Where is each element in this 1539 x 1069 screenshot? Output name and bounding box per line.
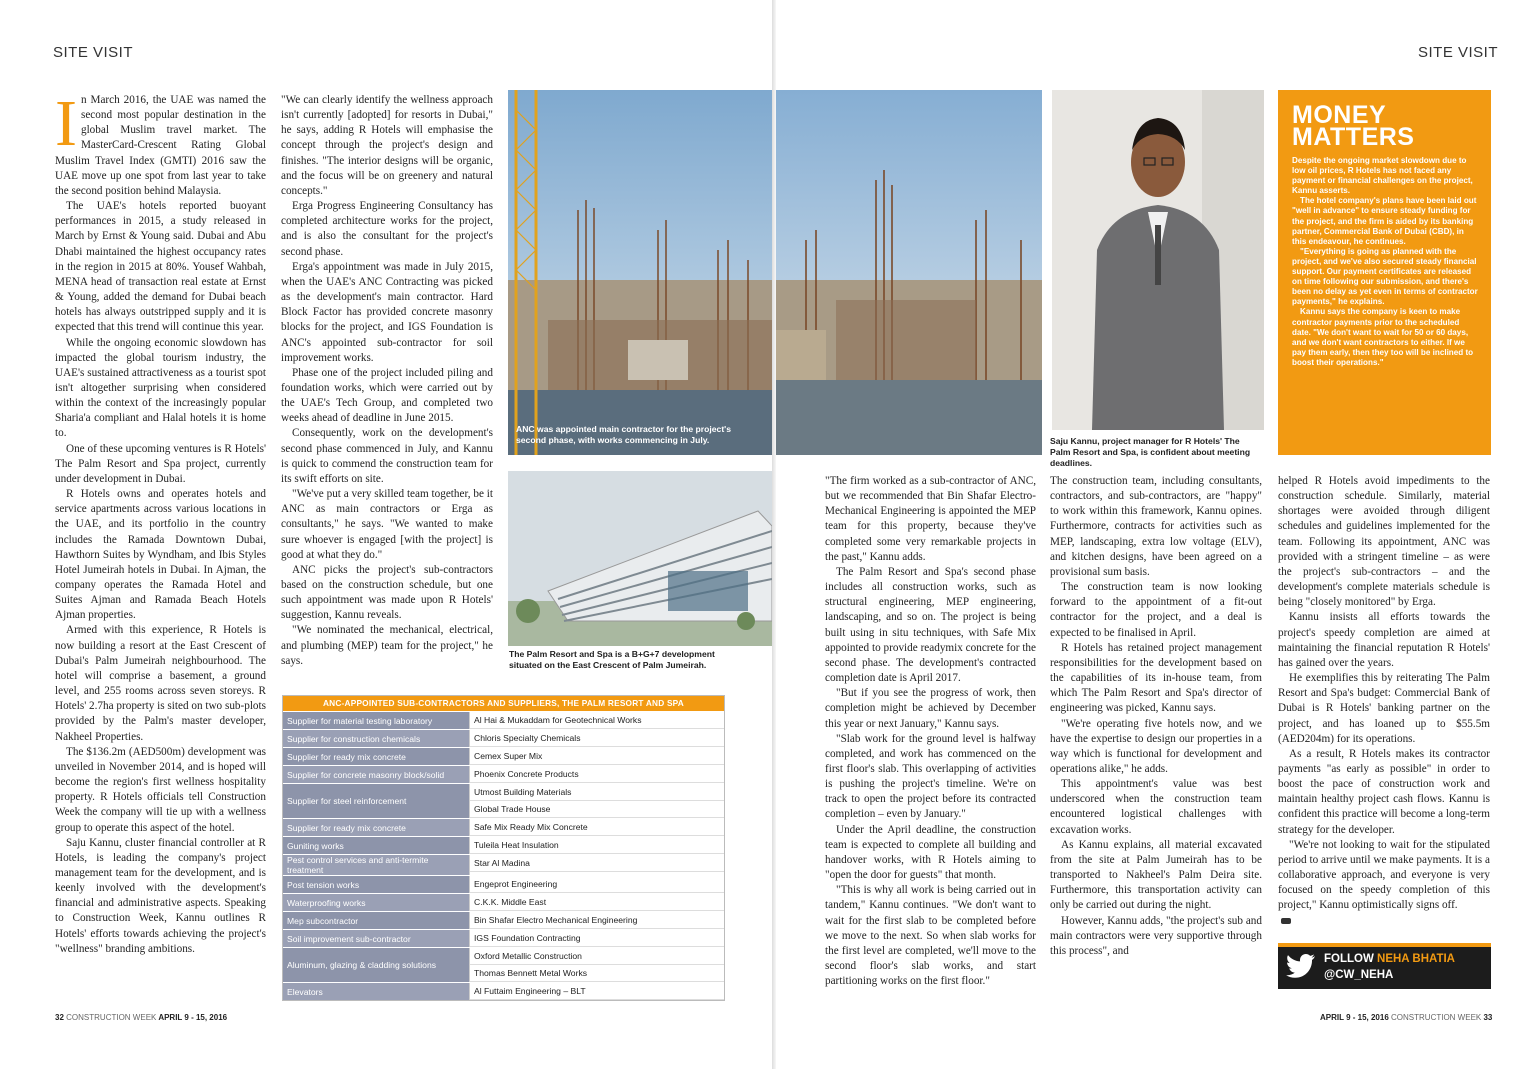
end-of-article-mark [1281, 918, 1291, 924]
table-row [283, 765, 724, 783]
subcontractors-table [282, 695, 725, 1001]
company-name: Phoenix Concrete Products [470, 766, 724, 783]
construction-site-image [508, 90, 772, 455]
paragraph: Kannu insists all efforts towards the project's speedy completion are aimed at maintaining the financial reputation R Hotels' has gained over the years. [1278, 611, 1490, 669]
paragraph: The hotel company's plans have been laid out "well in advance" to ensure steady funding for the project, and the firm is aided by its banking partner, Commercial Bank of Dubai (CBD), in this endeavour, he continues. [1292, 196, 1477, 246]
paragraph: "We nominated the mechanical, electrical, and plumbing (MEP) team for the project," he says. [281, 624, 493, 667]
company-name: Oxford Metallic Construction [470, 948, 724, 965]
table-cell-companies [469, 784, 724, 818]
issue-date: APRIL 9 - 15, 2016 [158, 1013, 228, 1022]
table-cell-role: Waterproofing works [283, 894, 469, 911]
paragraph: Saju Kannu, cluster financial controller at R Hotels, is leading the company's project management team for the development, and is keenly involved with the development's financial and administrative aspects. Speaking to Construction Week, Kannu outlines R Hotels' efforts towards achieving the project's "wellness" branding ambitions. [55, 836, 266, 955]
table-cell-companies [469, 730, 724, 747]
left-folio [55, 1013, 227, 1022]
table-cell-role: Guniting works [283, 837, 469, 854]
right-page [776, 0, 1539, 1069]
render-caption: The Palm Resort and Spa is a B+G+7 development situated on the East Crescent of Palm Jumeirah. [509, 649, 715, 670]
company-name: Al Hai & Mukaddam for Geotechnical Works [470, 712, 724, 729]
paragraph: Under the April deadline, the construction team is expected to complete all building and handover works, with R Hotels aiming to "open the door for guests" that month. [825, 823, 1036, 882]
column-5-text [1278, 474, 1490, 914]
table-row [283, 711, 724, 729]
article-column-1 [55, 87, 266, 957]
table-row [283, 818, 724, 836]
paragraph: Kannu says the company is keen to make contractor payments prior to the scheduled date. "We don't want to wait for 50 or 60 days, and we don't want contractors to either. If we pay them early, then they too will be inclined to boost their operations." [1292, 307, 1474, 367]
twitter-bird-icon [1286, 953, 1316, 979]
resort-render-graphic [508, 471, 772, 646]
resort-render-image [508, 471, 772, 646]
table-row [283, 747, 724, 765]
table-cell-companies [469, 983, 724, 1000]
paragraph: "This is why all work is being carried out in tandem," Kannu continues. "We don't want to wait for the first slab to be completed before we move to the next. So when slab works for the first level are completed, we'll move to the second floor's slab works, and start partitioning works on the first floor." [825, 884, 1036, 988]
paragraph: "Everything is going as planned with the project, and we've also secured steady financial support. Our payment certificates are released on time following our submission, and there's been no delay as yet even in terms of contractor payments," he explains. [1292, 246, 1478, 307]
twitter-handle[interactable]: @CW_NEHA [1324, 969, 1394, 981]
column-2-text [281, 93, 493, 669]
paragraph: The UAE's hotels reported buoyant performances in 2015, a study released in March by Ernst & Young said. Dubai and Abu Dhabi maintained the highest occupancy rates in the region in 2015 at 80%. Yousef Wahbah, MENA head of transaction real estate at Ernst & Young, added the demand for Dubai beach hotels has always outstripped supply and it is expected that this trend will continue this year. [55, 200, 266, 334]
paragraph: "The firm worked as a sub-contractor of ANC, but we recommended that Bin Shafar Electro-Mechanical Engineering is appointed the MEP team for this property, because they've completed some very remarkable projects in the past," Kannu adds. [825, 475, 1036, 563]
company-name: Utmost Building Materials [470, 784, 724, 801]
company-name: Engeprot Engineering [470, 876, 724, 893]
table-cell-role: Supplier for ready mix concrete [283, 748, 469, 765]
portrait-image [1052, 90, 1264, 430]
table-cell-companies [469, 712, 724, 729]
table-row [283, 875, 724, 893]
paragraph: "But if you see the progress of work, then completion might be achieved by December this year or next January," Kannu says. [825, 687, 1036, 730]
table-cell-companies [469, 894, 724, 911]
paragraph: The Palm Resort and Spa's second phase includes all construction works, such as structural engineering, MEP engineering, landscaping, and so on. The project is being built using in situ techniques, with Safe Mix appointed to provide readymix concrete for the second phase. The development's contracted completion date is April 2017. [825, 565, 1036, 685]
publication-name: CONSTRUCTION WEEK [66, 1013, 157, 1022]
portrait-caption: Saju Kannu, project manager for R Hotels' The Palm Resort and Spa, is confident about meeting deadlines. [1050, 436, 1251, 468]
table-row [283, 729, 724, 747]
issue-date: APRIL 9 - 15, 2016 [1320, 1013, 1389, 1022]
paragraph: "We're not looking to wait for the stipulated period to arrive until we make payments. It is a collaborative approach, and everyone is very focused on the speedy completion of this project," Kannu optimistically signs off. [1278, 838, 1490, 912]
table-cell-role: Pest control services and anti-termite treatment [283, 855, 469, 875]
follow-author-box[interactable] [1278, 943, 1491, 989]
section-label-right: SITE VISIT [1418, 44, 1499, 61]
paragraph: Erga's appointment was made in July 2015, when the UAE's ANC Contracting was picked as the development's main contractor. Hard Block Factor has provided concrete masonry blocks for the project, and IGS Foundation is ANC's appointed sub-contractor for soil improvement works. [281, 260, 493, 364]
paragraph: Consequently, work on the development's second phase commenced in July, and Kannu is quick to commend the construction team for its swift efforts on site. [281, 427, 493, 485]
table-cell-companies [469, 819, 724, 836]
paragraph: R Hotels has retained project management responsibilities for the development based on the capabilities of its in-house team, from which The Palm Resort and Spa's director of engineering was picked, Kannu says. [1050, 641, 1262, 715]
table-row [283, 854, 724, 875]
paragraph: "Slab work for the ground level is halfway completed, and work has commenced on the first floor's slab. This overlapping of activities is pushing the project's timeline. We're on track to open the project before its contracted completion – even by January." [825, 732, 1036, 821]
table-cell-role: Elevators [283, 983, 469, 1000]
company-name: Cemex Super Mix [470, 748, 724, 765]
construction-site-photo [508, 90, 772, 455]
publication-name: CONSTRUCTION WEEK [1391, 1013, 1482, 1022]
paragraph: As a result, R Hotels makes its contractor payments "as early as possible" in order to boost the pace of construction work and maintain healthy project cash flows. Kannu is confident this practice will become a long-term strategy for the developer. [1278, 747, 1490, 836]
construction-site-image-right [776, 90, 1042, 455]
company-name: Star Al Madina [470, 855, 724, 872]
table-cell-role: Post tension works [283, 876, 469, 893]
table-cell-role: Supplier for ready mix concrete [283, 819, 469, 836]
table-cell-companies [469, 766, 724, 783]
paragraph: Erga Progress Engineering Consultancy has completed architecture works for the project, and is also the consultant for the project's second phase. [281, 200, 493, 258]
paragraph: n March 2016, the UAE was named the second most popular destination in the global Muslim travel market. The MasterCard-Crescent Rating Global Muslim Travel Index (GMTI) 2016 saw the UAE move up one spot from last year to take the second position behind Malaysia. [55, 94, 266, 197]
table-row [283, 836, 724, 854]
portrait-photo [1052, 90, 1264, 430]
table-cell-role: Mep subcontractor [283, 912, 469, 929]
company-name: C.K.K. Middle East [470, 894, 724, 911]
section-label: SITE VISIT [53, 44, 134, 61]
table-cell-role: Supplier for material testing laboratory [283, 712, 469, 729]
paragraph: helped R Hotels avoid impediments to the construction schedule. Similarly, material shortages were avoided through diligent schedules and guidelines implemented for the team. Following its appointment, ANC was provided with a stringent timeline – as were the project's sub-contractors – and the development's complete materials schedule is being "closely monitored" by Erga. [1278, 475, 1490, 609]
company-name: Chloris Specialty Chemicals [470, 730, 724, 747]
article-column-3 [825, 474, 1036, 989]
table-cell-role: Aluminum, glazing & cladding solutions [283, 948, 469, 982]
sidebar-text [1292, 156, 1479, 368]
company-name: IGS Foundation Contracting [470, 930, 724, 947]
company-name: Thomas Bennett Metal Works [470, 965, 724, 982]
paragraph: This appointment's value was best underscored when the construction team encountered logistical challenges with excavation works. [1050, 778, 1262, 836]
table-cell-role: Supplier for steel reinforcement [283, 784, 469, 818]
page-number: 33 [1483, 1013, 1493, 1022]
company-name: Bin Shafar Electro Mechanical Engineering [470, 912, 724, 929]
table-cell-role: Supplier for construction chemicals [283, 730, 469, 747]
paragraph: The construction team, including consultants, contractors, and sub-contractors, are "happy" to work within this framework, Kannu opines. Furthermore, contracts for activities such as MEP, landscaping, extra low voltage (ELV), and kitchen designs, have been agreed on a provisional sum basis. [1050, 475, 1262, 578]
construction-site-photo-right [776, 90, 1042, 455]
company-name: Al Futtaim Engineering – BLT [470, 983, 724, 1000]
right-folio [1320, 1013, 1492, 1022]
paragraph: While the ongoing economic slowdown has impacted the global tourism industry, the UAE's sustained attractiveness as a tourist spot isn't altogether surprising when considered within the context of the increasingly popular Sharia'a compliant and Halal hotels it is home to. [55, 336, 266, 440]
article-column-4 [1050, 474, 1262, 959]
paragraph: Armed with this experience, R Hotels is now building a resort at the East Crescent of Dubai's Palm Jumeirah neighbourhood. The hotel will comprise a basement, a ground level, and 255 rooms across seven storeys. R Hotels' 2.7ha property is sited on two sub-plots provided by the Palm's master developer, Nakheel Properties. [55, 624, 266, 743]
author-name: NEHA BHATIA [1377, 953, 1455, 965]
table-cell-role: Supplier for concrete masonry block/solid [283, 766, 469, 783]
table-row [283, 982, 724, 1000]
company-name: Safe Mix Ready Mix Concrete [470, 819, 724, 836]
site-photo-caption: ANC was appointed main contractor for the project's second phase, with works commencing in July. [516, 424, 732, 445]
column-3-text [825, 474, 1036, 989]
table-body [283, 711, 724, 1000]
table-row [283, 947, 724, 982]
table-row [283, 783, 724, 818]
company-name: Global Trade House [470, 801, 724, 818]
table-row [283, 893, 724, 911]
paragraph: As Kannu explains, all material excavated from the site at Palm Jumeirah has to be transported to Nakheel's Palm Deira site. Furthermore, this transportation activity can only be carried out during the night. [1050, 838, 1262, 912]
page-number: 32 [55, 1013, 64, 1022]
table-row [283, 911, 724, 929]
table-title: ANC-APPOINTED SUB-CONTRACTORS AND SUPPLIERS, THE PALM RESORT AND SPA [283, 696, 724, 711]
paragraph: However, Kannu adds, "the project's sub and main contractors were very supportive through this process", and [1050, 914, 1262, 957]
paragraph: The $136.2m (AED500m) development was unveiled in November 2014, and is hoped will become the region's first wellness hospitality property. R Hotels officials tell Construction Week the company will tie up with a wellness group to operate this aspect of the hotel. [55, 745, 266, 834]
paragraph: He exemplifies this by reiterating The Palm Resort and Spa's budget: Commercial Bank of Dubai is R Hotels' banking partner on the project, and has loaned up to $55.5m (AED204m) for its operations. [1278, 672, 1490, 745]
table-cell-companies [469, 912, 724, 929]
table-cell-companies [469, 748, 724, 765]
follow-label [1324, 953, 1455, 965]
company-name: Tuleila Heat Insulation [470, 837, 724, 854]
paragraph: "We're operating five hotels now, and we have the expertise to design our properties in a way which is functional for development and operations alike," he adds. [1050, 717, 1262, 775]
drop-cap: I [55, 87, 77, 160]
table-cell-companies [469, 855, 724, 875]
paragraph: "We can clearly identify the wellness approach isn't currently [adopted] for resorts in Dubai," he says, adding R Hotels will emphasise the concept through the project's design and finishes. "The interior designs will be organic, and the focus will be on greenery and natural concepts." [281, 94, 493, 197]
paragraph: R Hotels owns and operates hotels and service apartments across various locations in the UAE, and its portfolio in the country includes the Ramada Downtown Dubai, Hawthorn Suites by Wyndham, and Ibis Styles Hotel Jumeirah hotels in Dubai. In Ajman, the company operates the Ramada Hotel and Suites Ajman and Ramada Beach Hotels Ajman properties. [55, 488, 266, 622]
table-row [283, 929, 724, 947]
paragraph: "We've put a very skilled team together, be it ANC as main contractors or Erga as consultants," he says. "We wanted to make sure whoever is engaged [with the project] is good at what they do." [281, 488, 493, 561]
sidebar-title: MONEY MATTERS [1292, 101, 1415, 151]
follow-prefix: FOLLOW [1324, 953, 1374, 965]
table-cell-companies [469, 948, 724, 982]
paragraph: Phase one of the project included piling and foundation works, which were carried out by the UAE's Tech Group, and completed two weeks ahead of deadline in June 2015. [281, 366, 493, 425]
column-4-text [1050, 474, 1262, 959]
article-column-5 [1278, 474, 1490, 929]
paragraph: Despite the ongoing market slowdown due to low oil prices, R Hotels has not faced any payment or financial challenges on the project, Kannu asserts. [1292, 156, 1473, 196]
paragraph: ANC picks the project's sub-contractors based on the construction schedule, but one such appointment was made upon R Hotels' suggestion, Kannu reveals. [281, 563, 493, 622]
table-cell-companies [469, 930, 724, 947]
table-cell-companies [469, 837, 724, 854]
table-cell-companies [469, 876, 724, 893]
paragraph: One of these upcoming ventures is R Hotels' The Palm Resort and Spa project, currently under development in Dubai. [55, 442, 266, 485]
article-column-2 [281, 93, 493, 669]
follow-accent-bar [1278, 943, 1491, 947]
money-matters-sidebar [1278, 90, 1491, 455]
column-1-text [55, 87, 266, 957]
table-cell-role: Soil improvement sub-contractor [283, 930, 469, 947]
paragraph: The construction team is now looking forward to the appointment of a fit-out contractor for the project, and a deal is expected to be finalised in April. [1050, 581, 1262, 639]
